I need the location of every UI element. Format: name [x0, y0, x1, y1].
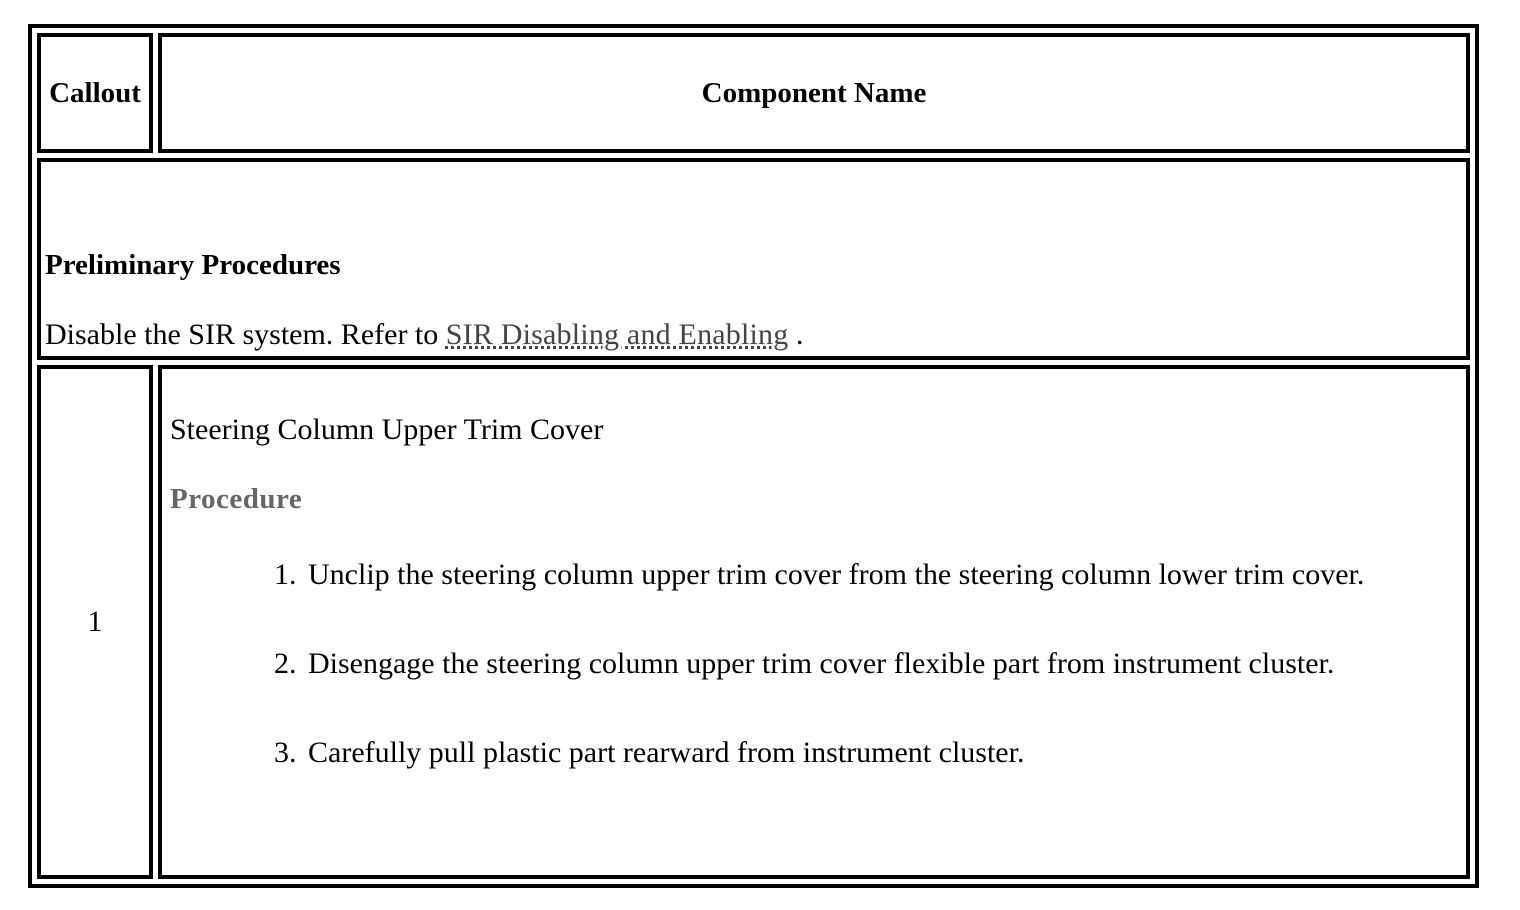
- preliminary-row: [37, 158, 1470, 360]
- sir-disabling-link[interactable]: SIR Disabling and Enabling: [445, 318, 789, 351]
- component-name-column-header: Component Name: [158, 33, 1470, 153]
- component-cell: [158, 365, 1470, 879]
- header-row: [37, 33, 1470, 153]
- preliminary-title: Preliminary Procedures: [45, 249, 341, 281]
- callout-column-header: Callout: [37, 33, 153, 153]
- procedure-table: [28, 24, 1479, 888]
- procedure-step: 3. Carefully pull plastic part rearward from instrument cluster.: [304, 734, 1426, 772]
- procedure-steps-list: [170, 556, 1426, 772]
- component-name: Steering Column Upper Trim Cover: [170, 413, 604, 446]
- procedure-label: Procedure: [170, 483, 303, 515]
- callout-number: 1: [37, 365, 153, 879]
- preliminary-text: [45, 318, 1466, 352]
- procedure-step: 2. Disengage the steering column upper trim cover flexible part from instrument cluster.: [304, 645, 1426, 683]
- preliminary-cell: [37, 158, 1470, 360]
- table-row: [37, 365, 1470, 879]
- preliminary-text-before: Disable the SIR system. Refer to: [45, 318, 446, 351]
- procedure-step: 1. Unclip the steering column upper trim cover from the steering column lower trim cover.: [304, 556, 1426, 594]
- preliminary-text-after: .: [788, 318, 804, 351]
